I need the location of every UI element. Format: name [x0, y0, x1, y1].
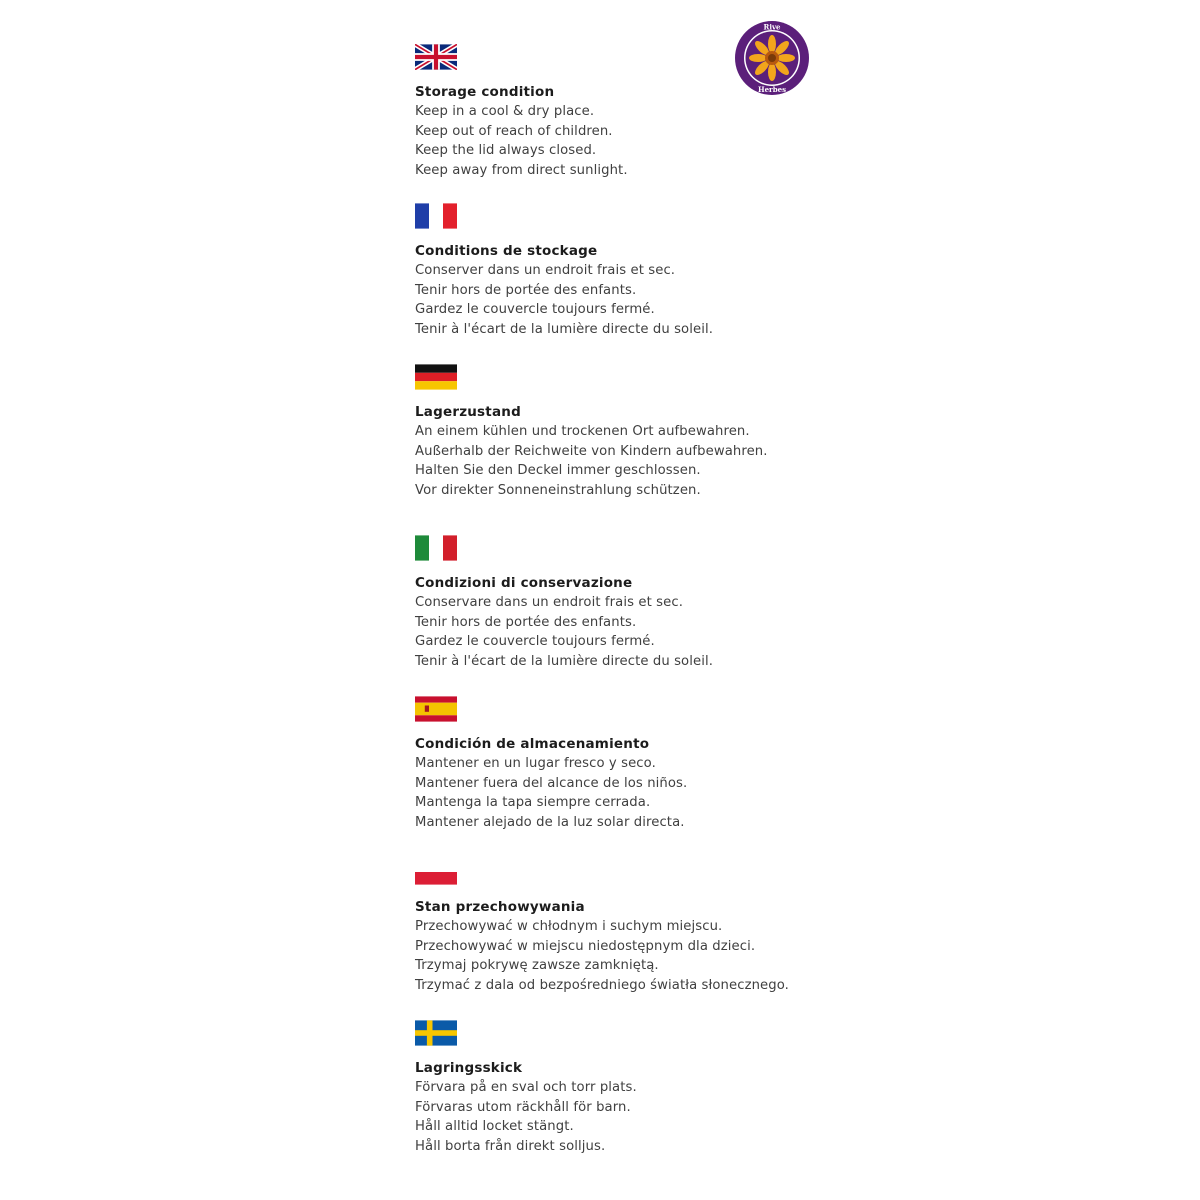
- spain-flag-icon: [415, 696, 457, 722]
- italy-flag-icon: [415, 535, 457, 561]
- instruction-line: Gardez le couvercle toujours fermé.: [415, 302, 655, 317]
- section-heading: Lagerzustand: [415, 404, 521, 420]
- instruction-line: Tenir hors de portée des enfants.: [415, 282, 637, 298]
- logo-top-text: Rive: [763, 22, 781, 32]
- instruction-line: Vor direkter Sonneneinstrahlung schützen.: [415, 482, 701, 498]
- instruction-line: Keep in a cool & dry place.: [415, 104, 595, 119]
- instruction-line: Keep the lid always closed.: [415, 143, 597, 158]
- germany-flag-icon: [415, 364, 457, 390]
- instruction-line: An einem kühlen und trockenen Ort aufbewahren.: [415, 424, 750, 439]
- section-heading: Condición de almacenamiento: [415, 736, 650, 752]
- instruction-line: Gardez le couvercle toujours fermé.: [415, 634, 655, 649]
- section-heading: Condizioni di conservazione: [415, 575, 633, 591]
- instruction-line: Mantener fuera del alcance de los niños.: [415, 775, 688, 791]
- instruction-line: Förvaras utom räckhåll för barn.: [415, 1099, 631, 1115]
- instruction-line: Przechowywać w chłodnym i suchym miejscu.: [415, 919, 723, 934]
- instruction-line: Trzymaj pokrywę zawsze zamkniętą.: [415, 958, 659, 973]
- instruction-line: Keep out of reach of children.: [415, 123, 613, 139]
- instruction-line: Håll borta från direkt solljus.: [415, 1138, 606, 1154]
- uk-flag-icon: [415, 44, 457, 70]
- section-polish: [415, 859, 895, 995]
- instruction-line: Conservare dans un endroit frais et sec.: [415, 595, 683, 610]
- section-swedish: [415, 1020, 895, 1156]
- instruction-line: Trzymać z dala od bezpośredniego światła słonecznego.: [415, 977, 789, 993]
- instruction-line: Tenir à l'écart de la lumière directe du soleil.: [415, 653, 714, 669]
- section-italian: [415, 535, 895, 671]
- section-heading: Stan przechowywania: [415, 899, 585, 915]
- sweden-flag-icon: [415, 1020, 457, 1046]
- instruction-line: Tenir à l'écart de la lumière directe du soleil.: [415, 321, 714, 337]
- section-heading: Storage condition: [415, 84, 555, 100]
- instruction-line: Halten Sie den Deckel immer geschlossen.: [415, 463, 701, 478]
- instruction-line: Håll alltid locket stängt.: [415, 1119, 574, 1134]
- section-french: [415, 203, 895, 339]
- instruction-line: Tenir hors de portée des enfants.: [415, 614, 637, 630]
- instruction-line: Mantener alejado de la luz solar directa.: [415, 814, 685, 830]
- france-flag-icon: [415, 203, 457, 229]
- instruction-line: Förvara på en sval och torr plats.: [415, 1080, 637, 1095]
- instruction-line: Conserver dans un endroit frais et sec.: [415, 263, 676, 278]
- section-heading: Conditions de stockage: [415, 243, 598, 259]
- instruction-line: Außerhalb der Reichweite von Kindern aufbewahren.: [415, 443, 768, 459]
- instruction-line: Mantener en un lugar fresco y seco.: [415, 756, 656, 771]
- section-heading: Lagringsskick: [415, 1060, 523, 1076]
- section-spanish: [415, 696, 895, 832]
- instruction-line: Keep away from direct sunlight.: [415, 162, 628, 178]
- logo-bottom-text: Herbes: [757, 85, 787, 94]
- section-english: [415, 44, 895, 180]
- poland-flag-icon: [415, 859, 457, 885]
- instruction-line: Mantenga la tapa siempre cerrada.: [415, 795, 651, 810]
- instruction-line: Przechowywać w miejscu niedostępnym dla dzieci.: [415, 938, 756, 954]
- section-german: [415, 364, 895, 500]
